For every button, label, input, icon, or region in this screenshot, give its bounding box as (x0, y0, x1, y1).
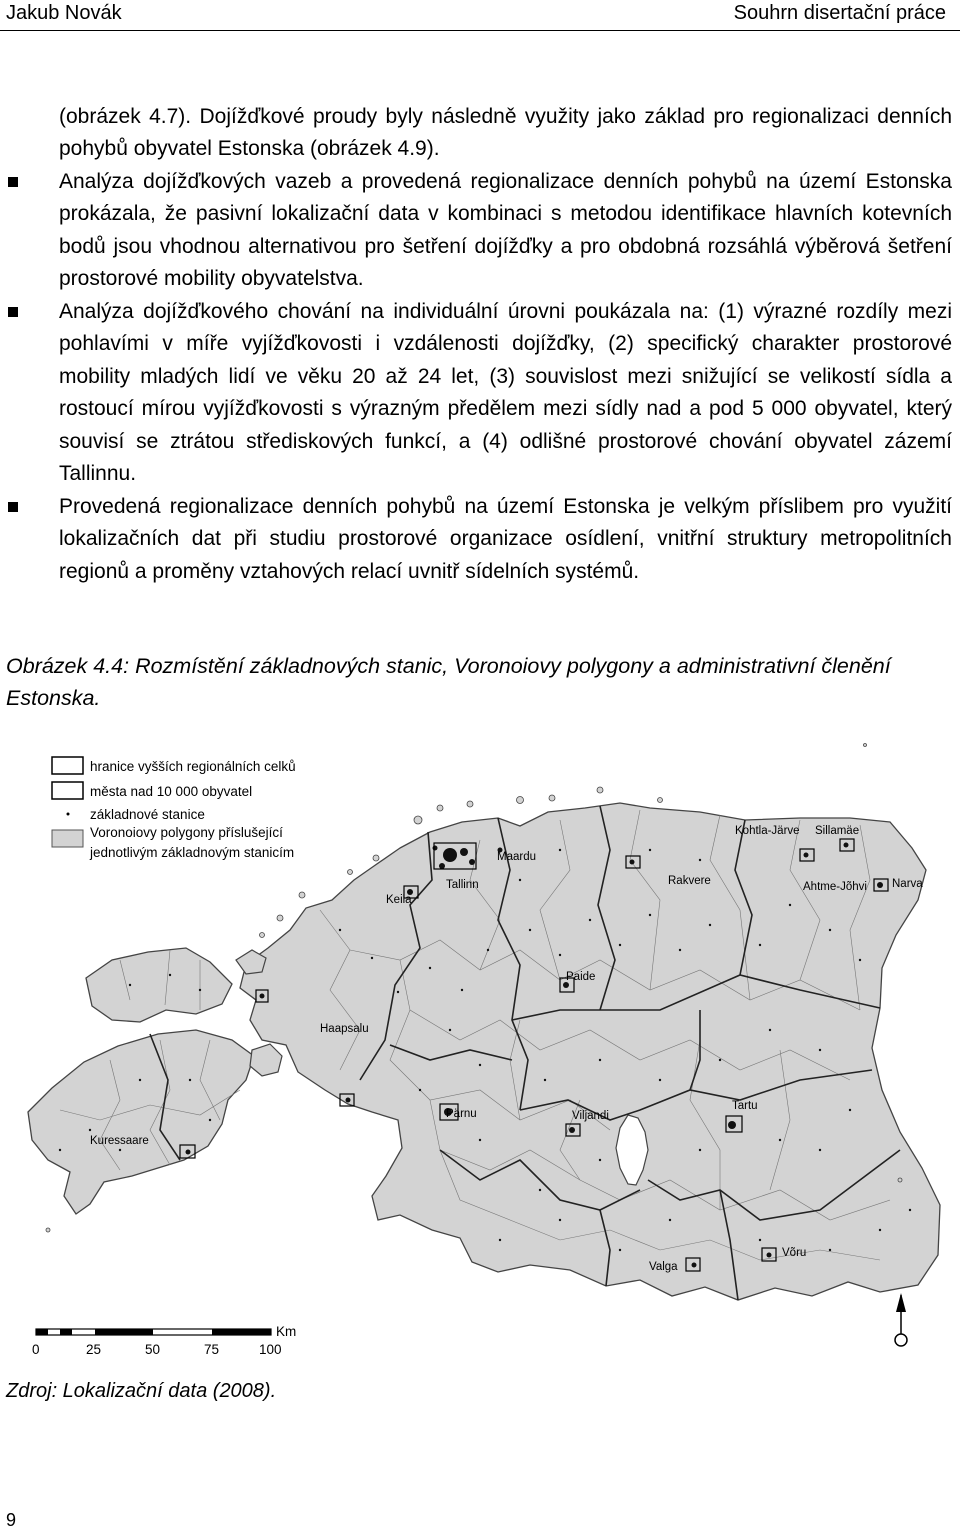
north-arrow-icon (895, 1293, 907, 1346)
city-label-valga: Valga (649, 1261, 678, 1273)
city-label-kuressaare: Kuressaare (90, 1135, 149, 1147)
legend-regions-swatch (52, 757, 83, 774)
legend-regions-label: hranice vyšších regionálních celků (90, 759, 296, 774)
city-label-rakvere: Rakvere (668, 875, 711, 887)
legend-stations-symbol (67, 813, 70, 816)
header-title: Souhrn disertační práce (733, 2, 946, 24)
scale-tick-0: 0 (32, 1342, 40, 1357)
city-label-voru: Võru (782, 1247, 807, 1259)
legend-stations-label: základnové stanice (90, 807, 205, 822)
city-label-keila: Keila (386, 894, 412, 906)
scale-tick-50: 50 (145, 1342, 161, 1357)
island-saaremaa (28, 1030, 254, 1214)
city-label-tartu: Tartu (732, 1100, 758, 1112)
island-muhu (250, 1044, 282, 1076)
scale-tick-75: 75 (204, 1342, 220, 1357)
map-legend (52, 757, 296, 860)
city-label-maardu: Maardu (497, 851, 536, 863)
city-label-parnu: Pärnu (446, 1108, 477, 1120)
bullet-text-1: Analýza dojížďkových vazeb a provedená regionalizace denních pohybů na území Estonska prokázala, že pasivní lokalizační data v kombinaci s metodou identifikace hlavních kotevních bodů jsou vhodnou alternativou pro šetření dojížďky a pro obdobná rozsáhlá výběrová šetření prostorové mobility obyvatelstva. (59, 170, 952, 291)
scale-tick-100: 100 (259, 1342, 282, 1357)
figure-source: Zdroj: Lokalizační data (2008). (6, 1380, 277, 1402)
city-label-tallinn: Tallinn (446, 879, 479, 891)
bullet-marker-1 (8, 177, 18, 187)
bullet-marker-3 (8, 502, 18, 512)
city-label-haapsalu: Haapsalu (320, 1023, 369, 1035)
figure-caption: Obrázek 4.4: Rozmístění základnových stanic, Voronoiovy polygony a administrativní členění Estonska. (6, 654, 891, 710)
legend-voronoi-label-1: Voronoiovy polygony příslušející (90, 825, 283, 840)
estonia-map (0, 735, 960, 1375)
city-label-kohtla-jarve: Kohtla-Järve (735, 825, 800, 837)
mainland-shape (240, 803, 940, 1300)
island-hiiumaa (86, 948, 232, 1022)
header-author: Jakub Novák (6, 2, 122, 24)
scale-tick-25: 25 (86, 1342, 102, 1357)
page-number: 9 (6, 1510, 17, 1530)
scale-bar (32, 1324, 296, 1357)
scale-unit: Km (276, 1324, 297, 1339)
bullet-text-2: Analýza dojížďkového chování na individuální úrovni poukázala na: (1) výrazné rozdíly mezi pohlavími v míře vyjížďkovosti i vzdálenosti dojížďky, (2) specifický charakter prostorové mobility mladých lidí ve věku 20 až 24 let, (3) souvislost mezi snižující se velikostí sídla a rostoucí mírou vyjížďkovosti s výrazným předělem mezi sídly nad a pod 5 000 obyvatel, který souvisí se ztrátou střediskových funkcí, a (4) odlišné prostorové chování obyvatel zázemí Tallinnu. (59, 300, 952, 486)
legend-towns-swatch (52, 782, 83, 799)
city-label-ahtme-johvi: Ahtme-Jõhvi (803, 881, 867, 893)
legend-towns-label: města nad 10 000 obyvatel (90, 784, 253, 799)
page-header (0, 0, 960, 31)
bullet-text-3: Provedená regionalizace denních pohybů na území Estonska je velkým příslibem pro využití lokalizačních dat při studiu prostorové organizace osídlení, vnitřní struktury metropolitních regionů a proměny vztahových relací uvnitř sídelních systémů. (59, 495, 952, 583)
city-label-narva: Narva (892, 878, 923, 890)
city-label-sillamae: Sillamäe (815, 825, 860, 837)
intro-paragraph: (obrázek 4.7). Dojížďkové proudy byly následně využity jako základ pro regionalizaci denních pohybů obyvatel Estonska (obrázek 4.9). (59, 105, 952, 161)
legend-voronoi-label-2: jednotlivým základnovým stanicím (90, 845, 295, 860)
city-label-paide: Paide (566, 971, 596, 983)
bullet-marker-2 (8, 307, 18, 317)
legend-voronoi-swatch (52, 830, 83, 847)
city-label-viljandi: Viljandi (572, 1110, 609, 1122)
